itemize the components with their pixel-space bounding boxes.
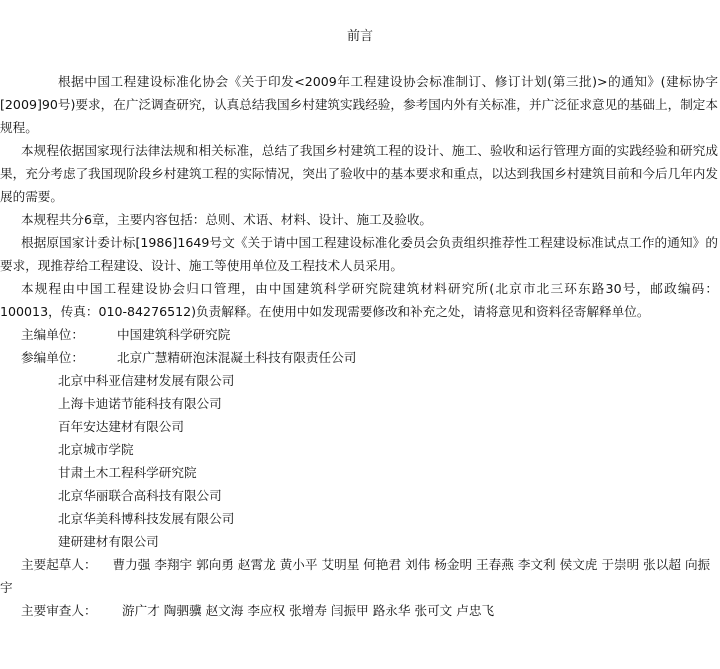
paragraph-scope: 本规程依据国家现行法律法规和相关标准，总结了我国乡村建筑工程的设计、施工、验收和运行管理方面的实践经验和研究成果，充分考虑了我国现阶段乡村建筑工程的实际情况，突出了验收中的基本要求和重点，以达到我国乡村建筑目前和今后几年内发展的需要。 <box>0 143 718 204</box>
participating-units-label: 参编单位： <box>21 350 84 365</box>
paragraph-chapters: 本规程共分6章，主要内容包括：总则、术语、材料、设计、施工及验收。 <box>21 212 433 227</box>
participating-unit-name: 百年安达建材有限公司 <box>58 419 184 434</box>
participating-unit-name: 甘肃土木工程科学研究院 <box>58 465 197 480</box>
participating-unit-row <box>0 346 718 369</box>
participating-unit-row <box>0 392 718 415</box>
paragraph-basis: 根据中国工程建设标准化协会《关于印发<2009年工程建设协会标准制订、修订计划(第三批)>的通知》(建标协字[2009]90号)要求，在广泛调查研究，认真总结我国乡村建筑实践经验，参考国内外有关标准，并广泛征求意见的基础上，制定本规程。 <box>0 74 718 135</box>
chief-unit-label: 主编单位： <box>21 327 84 342</box>
participating-unit-row <box>0 415 718 438</box>
participating-unit-row <box>0 369 718 392</box>
chief-unit-name: 中国建筑科学研究院 <box>117 327 231 342</box>
participating-unit-name: 北京华美科博科技发展有限公司 <box>58 511 235 526</box>
paragraph-recommendation: 根据原国家计委计标[1986]1649号文《关于请中国工程建设标准化委员会负责组织推荐性工程建设标准试点工作的通知》的要求，现推荐给工程建设、设计、施工等使用单位及工程技术人员采用。 <box>0 235 718 273</box>
reviewers-label: 主要审查人： <box>21 603 97 618</box>
preface-title: 前言 <box>346 29 373 44</box>
participating-unit-row <box>0 507 718 530</box>
participating-unit-row <box>0 438 718 461</box>
reviewers-names: 游广才 陶驷骥 赵文海 李应权 张增寿 闫振甲 路永华 张可文 卢忠飞 <box>122 603 495 618</box>
participating-unit-row <box>0 530 718 553</box>
paragraph-interpretation: 本规程由中国工程建设协会归口管理，由中国建筑科学研究院建筑材料研究所(北京市北三环东路30号，邮政编码：100013，传真：010-84276512)负责解释。在使用中如发现需要修改和补充之处，请将意见和资料径寄解释单位。 <box>0 281 718 319</box>
chief-unit-row <box>0 323 718 346</box>
participating-unit-name: 北京华丽联合高科技有限公司 <box>58 488 222 503</box>
preface-body <box>0 70 718 622</box>
participating-unit-name: 北京广慧精研泡沫混凝土科技有限责任公司 <box>117 350 357 365</box>
participating-unit-name: 建研建材有限公司 <box>58 534 159 549</box>
participating-unit-name: 上海卡迪诺节能科技有限公司 <box>58 396 222 411</box>
participating-unit-name: 北京中科亚信建材发展有限公司 <box>58 373 235 388</box>
drafters-names: 曹力强 李翔宇 郭向勇 赵霄龙 黄小平 艾明星 何艳君 刘伟 杨金明 王春燕 李文利 侯文虎 于崇明 张以超 向振宇 <box>0 557 711 595</box>
reviewers-row <box>0 599 718 622</box>
participating-unit-row <box>0 484 718 507</box>
participating-unit-row <box>0 461 718 484</box>
participating-unit-name: 北京城市学院 <box>58 442 134 457</box>
drafters-line <box>0 553 718 599</box>
drafters-label: 主要起草人： <box>21 557 97 572</box>
